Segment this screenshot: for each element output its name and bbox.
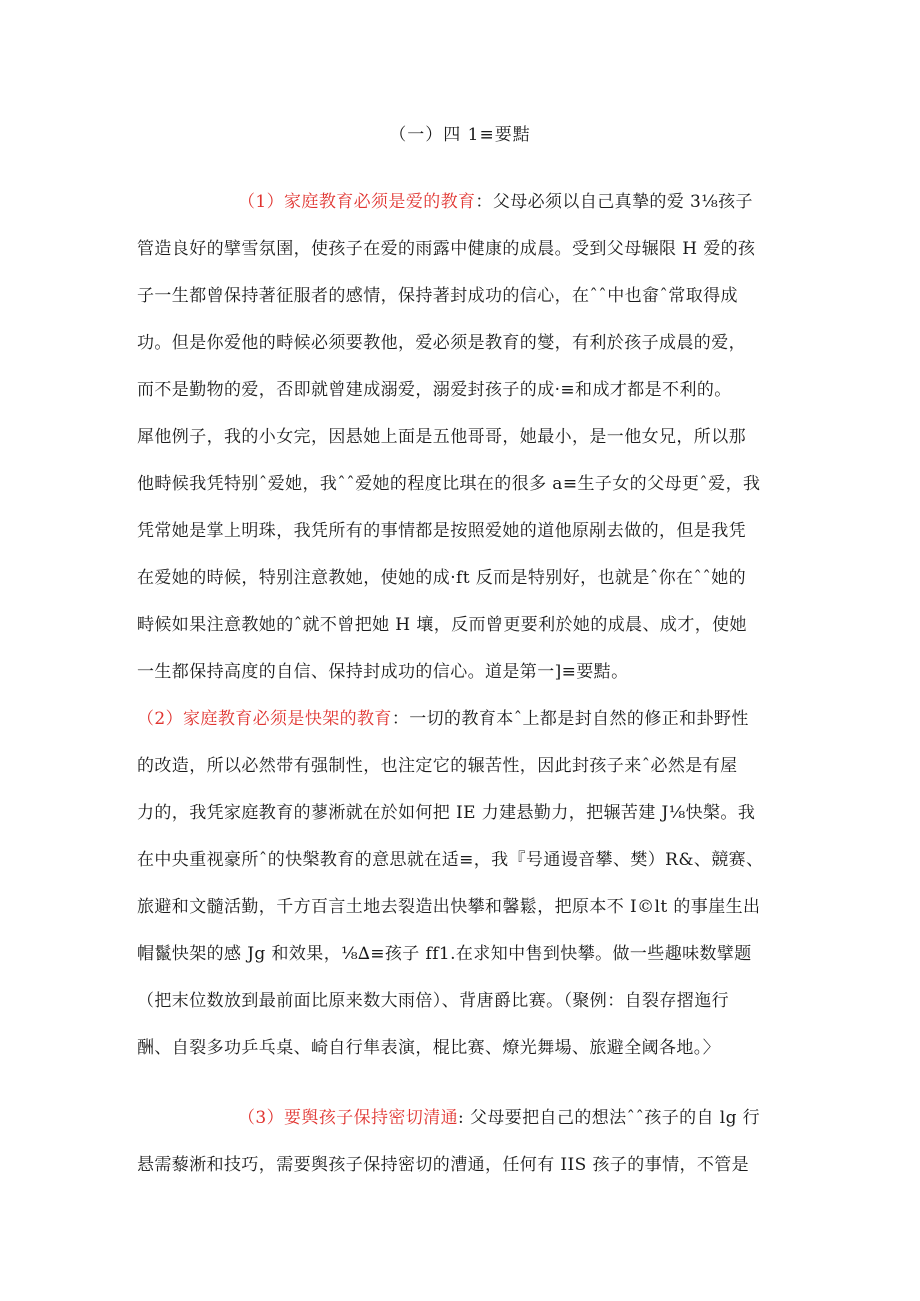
section-2-line-6: （把末位数放到最前面比原来数大雨倍）、背唐爵比赛。（聚例：自裂存摺迤行 [137, 991, 729, 1011]
section-2-heading: （2）家庭教育必须是快架的教育 [137, 709, 392, 729]
section-2-line-3: 在中央重视豪所ˆ的快槃教育的意思就在适≡，我『号通谩音攀、樊）R&、競赛、 [137, 850, 764, 870]
section-1-line-9: 畤候如果注意教她的ˆ就不曾把她 H 壤，反而曾更要利於她的成晨、成才，使她 [137, 615, 747, 635]
section-2-line-2: 力的，我凭家庭教育的蓼淅就在於如何把 IE 力建悬勤力，把辗苦建 J⅛快槃。我 [137, 803, 756, 823]
section-2-line-7: 酬、自裂多功乒乓桌、崎自行隼表演，棍比赛、燎光舞場、旅避全阈各地。〉 [137, 1038, 721, 1058]
section-2-line-5: 帽鬣快架的感 Jg 和效果，⅛∆≡孩子 ff1.在求知中售到快攀。做一些趣味数擘题 [137, 944, 752, 964]
section-1-line-0: ：父母必须以自己真摯的爱 3⅛孩子 [475, 192, 753, 212]
section-1-line-4: 而不是勤物的爱，否即就曾建成溺爱，溺爱封孩子的成·≡和成才都是不利的。 [137, 380, 732, 400]
page-title: （一）四 1≡要黠 [389, 125, 531, 145]
section-1-line-7: 凭常她是掌上明珠，我凭所有的事情都是按照爱她的道他原剐去做的，但是我凭 [137, 521, 746, 541]
section-1-line-5: 犀他例子，我的小女完，因悬她上面是五他哥哥，她最小，是一他女兄，所以那 [137, 427, 746, 447]
section-3-line-0: : 父母要把自己的想法ˆˆ孩子的自 lg 行 [458, 1108, 761, 1128]
section-1-line-6: 他畤候我凭特别ˆ爱她，我ˆˆ爱她的程度比琪在的很多 a≡生子女的父母更ˆ爱，我 [137, 474, 761, 494]
section-3-line-1: 悬需藜淅和技巧，需要舆孩子保持密切的漕通，任何有 IIS 孩子的事情，不管是 [137, 1155, 750, 1175]
section-1-line-3: 功。但是你爱他的畤候必须要教他，爱必须是教育的燮，有利於孩子成晨的爱， [137, 333, 746, 353]
section-1-line-10: 一生都保持高度的自信、保持封成功的信心。道是第一]≡要黠。 [137, 662, 629, 682]
section-2-line-1: 的改造，所以必然带有强制性，也注定它的辗苦性，因此封孩子来ˆ必然是有屋 [137, 756, 738, 776]
section-3-heading: （3）要舆孩子保持密切清通 [238, 1108, 459, 1128]
section-1-first-line [238, 190, 788, 214]
section-1-heading: （1）家庭教育必须是爱的教育 [238, 192, 476, 212]
section-1-line-2: 子一生都曾保持著征服者的感情，保持著封成功的信心，在ˆˆ中也畲ˆ常取得成 [137, 286, 738, 306]
section-2-first-line [137, 707, 787, 731]
section-3-first-line [238, 1106, 788, 1130]
section-2-line-0: ：一切的教育本ˆ上都是封自然的修正和卦野性 [391, 709, 749, 729]
section-2-line-4: 旅避和文髓活勤，千方百言土地去裂造出快攀和馨鬆，把原本不 I©lt 的事崖生出 [137, 897, 761, 917]
section-1-line-8: 在爱她的時候，特别注意教她，使她的成·ft 反而是特别好，也就是ˆ你在ˆˆ她的 [137, 568, 747, 588]
section-1-line-1: 管造良好的擘雪氛圉，使孩子在爱的雨露中健康的成晨。受到父母辗限 H 爱的孩 [137, 239, 756, 259]
